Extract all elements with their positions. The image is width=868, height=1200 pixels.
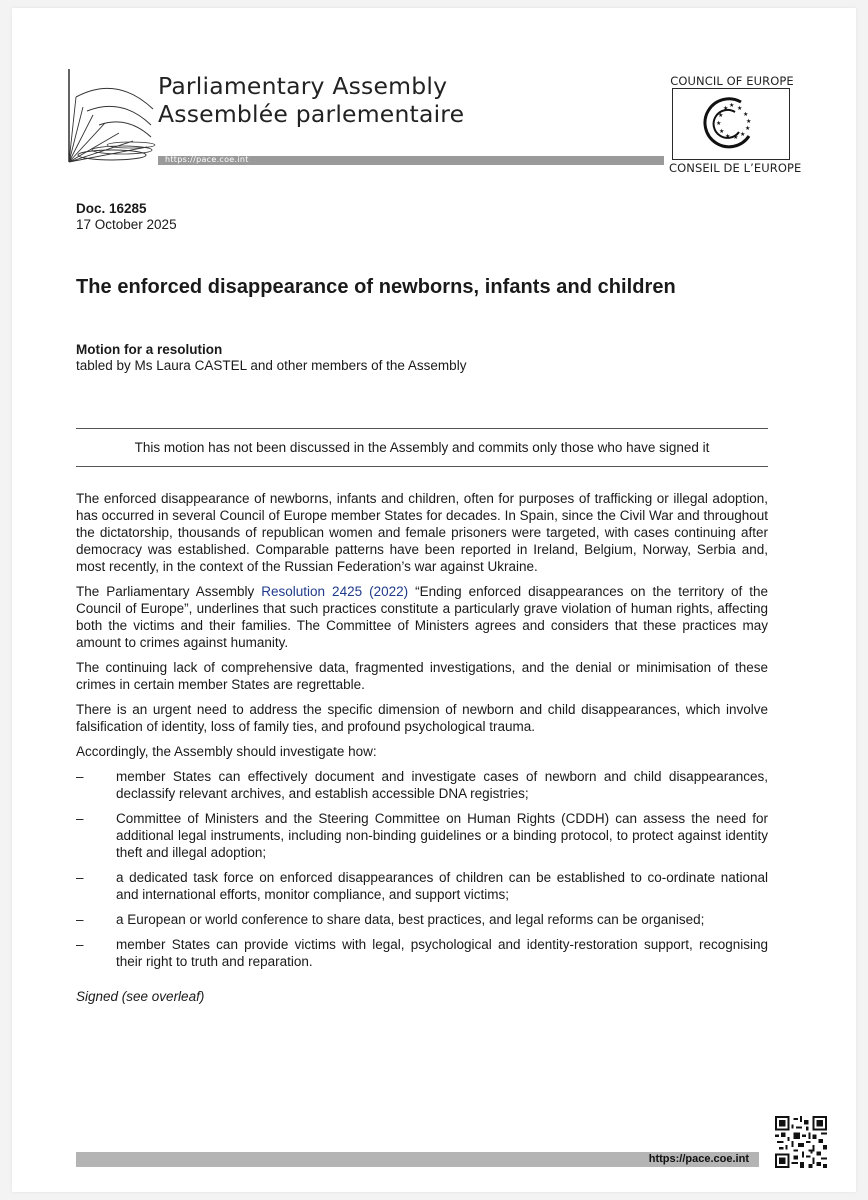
svg-text:★: ★ [746, 118, 752, 125]
svg-text:★: ★ [725, 133, 731, 140]
list-item [76, 869, 768, 903]
svg-text:★: ★ [729, 102, 735, 109]
council-of-europe-label-en: COUNCIL OF EUROPE [670, 74, 794, 88]
svg-text:★: ★ [743, 111, 749, 118]
footer-bar [76, 1152, 759, 1167]
signed-note: Signed (see overleaf) [76, 989, 205, 1004]
council-of-europe-label-fr: CONSEIL DE L’EUROPE [669, 161, 802, 175]
list-item [76, 810, 768, 861]
list-item-text: member States can provide victims with legal, psychological and identity-restoration support, recognising their right to truth and reparation. [116, 937, 768, 969]
action-list [76, 768, 768, 970]
paragraph: Accordingly, the Assembly should investigate how: [76, 744, 377, 759]
paragraph: There is an urgent need to address the specific dimension of newborn and child disappearances, which involve falsification of identity, loss of family ties, and profound psychological trauma. [76, 702, 768, 734]
svg-text:★: ★ [740, 131, 746, 138]
divider-top [76, 428, 768, 429]
doc-number: Doc. 16285 [76, 201, 147, 216]
svg-text:★: ★ [716, 120, 722, 127]
dash-bullet: – [76, 937, 84, 952]
svg-text:★: ★ [745, 125, 751, 132]
paragraph: The continuing lack of comprehensive data, fragmented investigations, and the denial or minimisation of these crimes in certain member States are regrettable. [76, 660, 768, 692]
divider-bottom [76, 466, 768, 467]
footer-url[interactable]: https://pace.coe.int [648, 1153, 749, 1165]
svg-text:★: ★ [733, 134, 739, 141]
disclaimer: This motion has not been discussed in the Assembly and commits only those who have signed it [134, 440, 710, 455]
list-item-text: a dedicated task force on enforced disappearances of children can be established to co-ordinate national and international efforts, monitor compliance, and support victims; [116, 870, 768, 902]
list-item-text: a European or world conference to share data, best practices, and legal reforms can be organised; [116, 912, 705, 927]
motion-type: Motion for a resolution [76, 342, 223, 357]
council-of-europe-emblem-icon [697, 90, 767, 158]
list-item [76, 911, 768, 928]
list-item-text: Committee of Ministers and the Steering Committee on Human Rights (CDDH) can assess the need for additional legal instruments, including non-binding guidelines or a binding protocol, to protect against identity theft and illegal adoption; [116, 811, 768, 860]
dash-bullet: – [76, 870, 84, 885]
paragraph: The enforced disappearance of newborns, infants and children, often for purposes of trafficking or illegal adoption, has occurred in several Council of Europe member States for decades. In Spain, since the Civil War and throughout the dictatorship, thousands of republican women and female prisoners were targeted, with cases continuing after democracy was established. Comparable patterns have been reported in Ireland, Belgium, Norway, Serbia and, most recently, in the context of the Russian Federation’s war against Ukraine. [76, 491, 768, 574]
paragraph-text: “Ending enforced disappearances on the territory of the Council of Europe”, underlines that such practices constitute a particularly grave violation of human rights, affecting both the victims and their families. The Committee of Ministers agrees and considers that these practices may amount to crimes against humanity. [76, 584, 768, 650]
doc-title: The enforced disappearance of newborns, infants and children [76, 276, 676, 298]
dash-bullet: – [76, 811, 84, 826]
svg-text:★: ★ [737, 105, 743, 112]
svg-text:★: ★ [723, 105, 729, 112]
list-item [76, 768, 768, 802]
svg-text:★: ★ [718, 112, 724, 119]
assembly-name-fr: Assemblée parlementaire [158, 100, 465, 128]
list-item [76, 936, 768, 970]
paragraph-text: The Parliamentary Assembly [76, 584, 262, 599]
header-url[interactable]: https://pace.coe.int [165, 155, 249, 164]
paragraph [76, 583, 768, 651]
svg-text:★: ★ [719, 128, 725, 135]
dash-bullet: – [76, 769, 84, 784]
list-item-text: member States can effectively document and investigate cases of newborn and child disappearances, declassify relevant archives, and establish accessible DNA registries; [116, 769, 768, 801]
tabled-by: tabled by Ms Laura CASTEL and other members of the Assembly [76, 358, 467, 373]
doc-date: 17 October 2025 [76, 217, 177, 232]
motion-body [76, 490, 768, 1013]
dash-bullet: – [76, 912, 84, 927]
assembly-name-en: Parliamentary Assembly [158, 72, 448, 100]
resolution-link[interactable]: Resolution 2425 (2022) [261, 584, 409, 599]
qr-code-icon[interactable] [775, 1116, 827, 1168]
